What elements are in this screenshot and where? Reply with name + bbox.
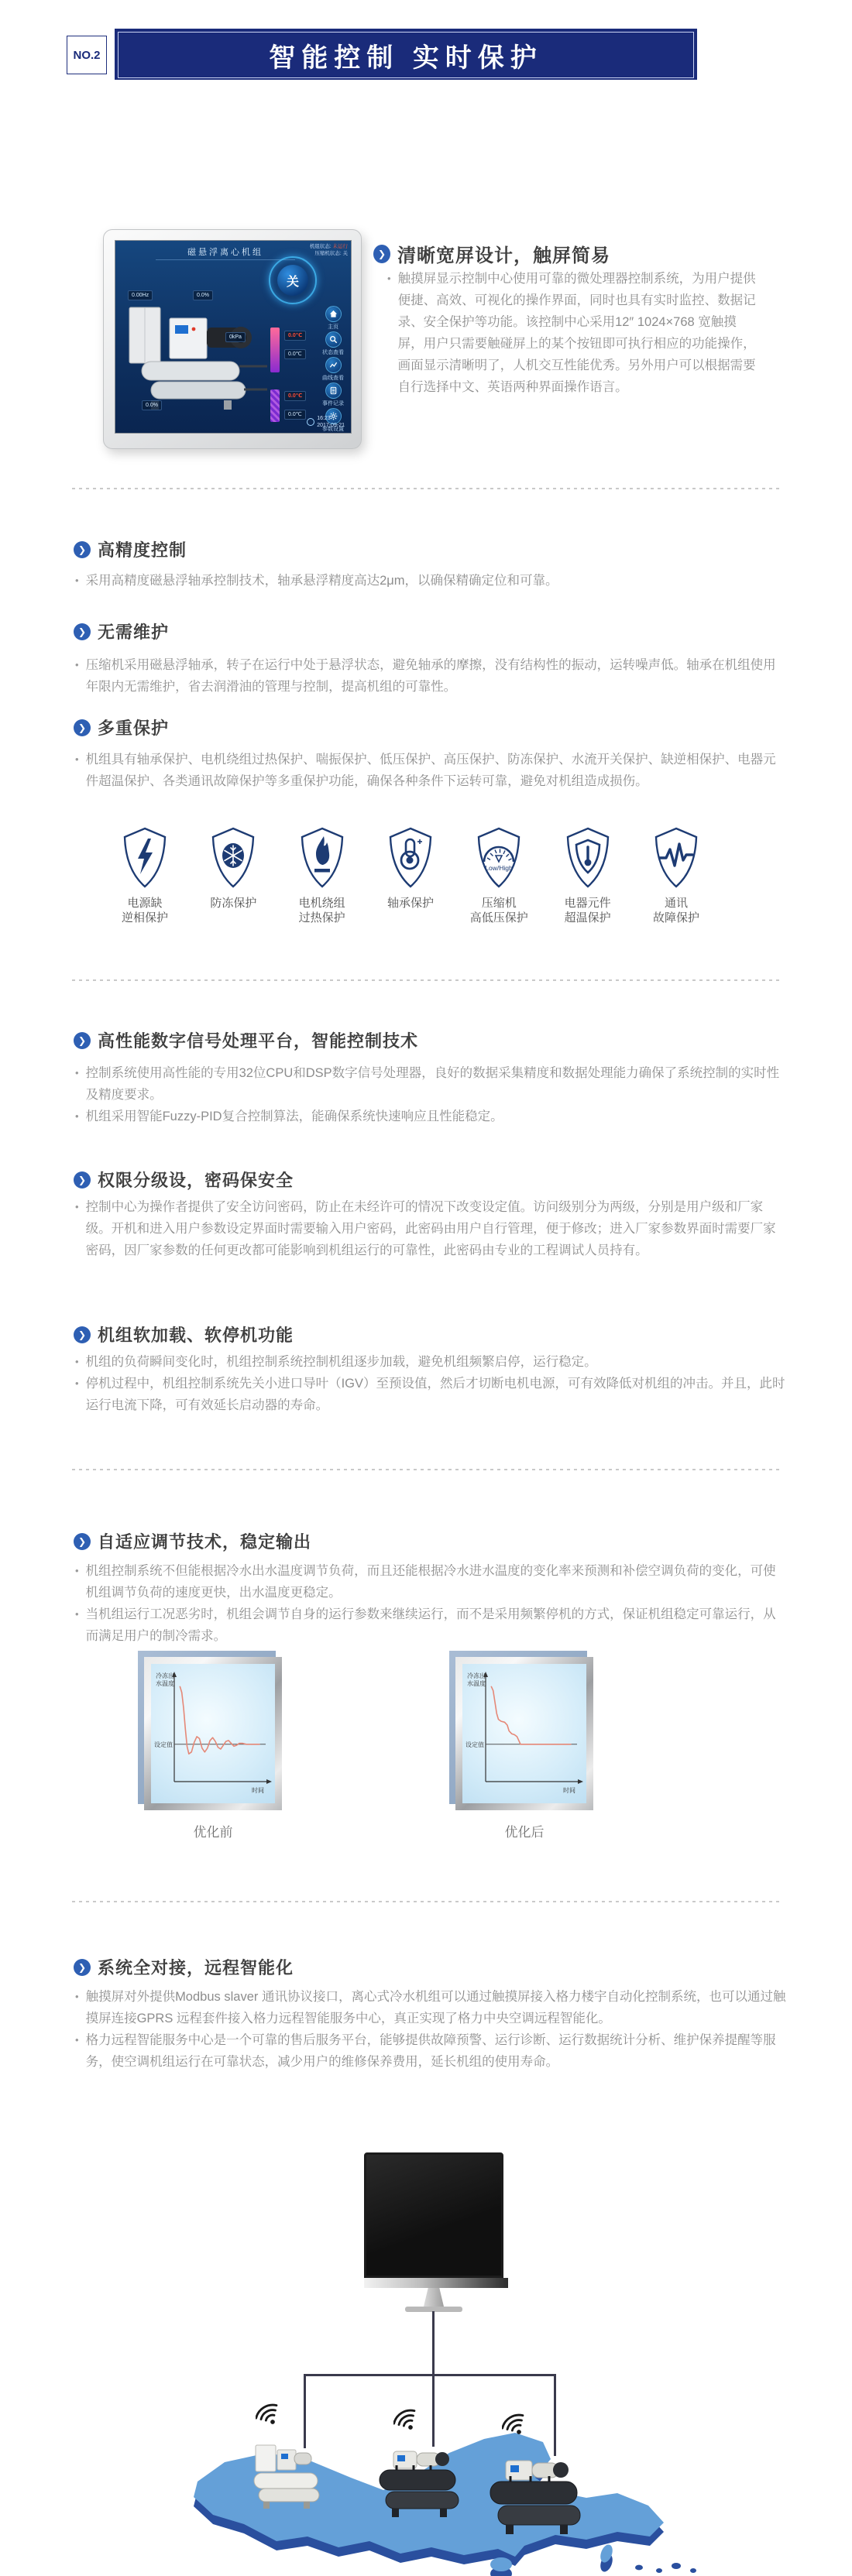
hmi-menu-curve-label: 曲线查看 bbox=[322, 376, 344, 381]
section-heading-dsp bbox=[74, 1028, 418, 1052]
chart-before-optimization bbox=[144, 1657, 282, 1810]
section-body-adaptive bbox=[75, 1560, 786, 1647]
page-number-label: NO.2 bbox=[73, 48, 101, 62]
magnifier-icon bbox=[325, 331, 342, 348]
chevron-circle-icon: ❯ bbox=[74, 1032, 91, 1049]
dashed-divider bbox=[72, 1469, 782, 1470]
svg-text:设定值: 设定值 bbox=[154, 1741, 173, 1748]
section-title: 高性能数字信号处理平台，智能控制技术 bbox=[98, 1031, 419, 1051]
section-title: 无需维护 bbox=[98, 623, 170, 642]
evaporator-column-graphic bbox=[270, 328, 280, 372]
page-title: 智能控制 实时保护 bbox=[269, 43, 543, 73]
shield-label-line: 故障保护 bbox=[652, 911, 699, 924]
bullet-dot: • bbox=[75, 1565, 79, 1576]
chevron-circle-icon: ❯ bbox=[74, 1326, 91, 1343]
chart-after-optimization bbox=[455, 1657, 593, 1810]
chart-metal-frame bbox=[455, 1657, 593, 1810]
shield-communication bbox=[636, 827, 716, 925]
network-line-bus bbox=[304, 2374, 556, 2376]
svg-text:冷冻出水温度: 冷冻出水温度 bbox=[156, 1672, 174, 1687]
shield-label-line: 电器元件 bbox=[564, 897, 611, 910]
line-chart-after bbox=[462, 1664, 586, 1803]
bullet-dot: • bbox=[75, 753, 79, 765]
chevron-circle-icon: ❯ bbox=[74, 623, 91, 640]
hmi-menu-home bbox=[317, 306, 349, 331]
chiller-dark-graphic bbox=[484, 2456, 586, 2547]
section-title: 高精度控制 bbox=[98, 540, 187, 560]
dashed-divider bbox=[72, 488, 782, 489]
shield-label-line: 逆相保护 bbox=[121, 911, 168, 924]
hmi-status-text bbox=[310, 243, 348, 257]
chevron-circle-icon: ❯ bbox=[74, 719, 91, 736]
bullet-dot: • bbox=[75, 1991, 79, 2002]
hmi-menu-curve bbox=[317, 357, 349, 382]
dashed-divider bbox=[72, 979, 782, 981]
bullet-dot: • bbox=[75, 1608, 79, 1620]
svg-text:时间: 时间 bbox=[252, 1787, 264, 1794]
section-title: 自适应调节技术，稳定输出 bbox=[98, 1532, 312, 1552]
chart-canvas bbox=[151, 1664, 275, 1803]
hmi-readout-load2: 0.0% bbox=[142, 400, 162, 410]
hmi-temp-1: 0.0℃ bbox=[284, 331, 306, 341]
event-log-icon bbox=[325, 382, 342, 399]
section-title: 系统全对接，远程智能化 bbox=[98, 1958, 294, 1977]
svg-text:设定值: 设定值 bbox=[466, 1741, 484, 1748]
shield-pressure bbox=[459, 827, 539, 925]
hmi-menu-events-label: 事件记录 bbox=[322, 401, 344, 406]
shield-label-line: 轴承保护 bbox=[386, 897, 434, 910]
bullet-dot: • bbox=[75, 1110, 79, 1122]
chiller-white-graphic bbox=[249, 2439, 327, 2513]
section-body-dsp bbox=[75, 1062, 786, 1127]
bullet-text: 格力远程智能服务中心是一个可靠的售后服务平台，能够提供故障预警、运行诊断、运行数据统计分析、维护保养提醒等服务，使空调机组运行在可靠状态，减少用户的维修保养费用，延长机组的使用寿命。 bbox=[85, 2033, 776, 2069]
chart-caption-after: 优化后 bbox=[504, 1825, 545, 1840]
hmi-clock bbox=[307, 415, 345, 429]
chart-canvas bbox=[462, 1664, 586, 1803]
hmi-readout-frequency: 0.00Hz bbox=[128, 290, 153, 300]
hmi-readout-pressure: 0kPa bbox=[225, 332, 246, 342]
bullet-text: 停机过程中，机组控制系统先关小进口导叶（IGV）至预设值，然后才切断电机电源，可有效降低对机组的冲击。并且，此时运行电流下降，可有效延长启动器的寿命。 bbox=[85, 1377, 785, 1412]
section-body-password bbox=[75, 1196, 786, 1261]
section-heading-password bbox=[74, 1168, 294, 1192]
power-icon: 关 bbox=[277, 265, 308, 296]
section-title: 多重保护 bbox=[98, 719, 170, 738]
monitor-bezel bbox=[364, 2278, 508, 2288]
shield-label-line: 压缩机 bbox=[481, 897, 517, 910]
hmi-readout-load: 0.0% bbox=[193, 290, 213, 300]
hmi-screen bbox=[115, 240, 352, 434]
shield-label-line: 电源缺 bbox=[127, 897, 163, 910]
monitor-graphic bbox=[364, 2152, 503, 2312]
section-body-remote bbox=[75, 1986, 786, 2073]
shield-component-overtemp bbox=[548, 827, 628, 925]
bullet-dot: • bbox=[75, 1377, 79, 1389]
bullet-text: 当机组运行工况恶劣时，机组会调节自身的运行参数来继续运行，而不是采用频繁停机的方式，保证机组稳定可靠运行，从而满足用户的制冷需求。 bbox=[85, 1607, 776, 1643]
hmi-menu-home-label: 主页 bbox=[328, 324, 338, 330]
line-chart-before bbox=[151, 1664, 275, 1803]
monitor-screen bbox=[364, 2152, 503, 2278]
dashed-divider bbox=[72, 1901, 782, 1902]
hmi-clock-date: 2017-09-21 bbox=[317, 423, 345, 428]
shield-winding-overheat bbox=[282, 827, 362, 925]
section-heading-softload bbox=[74, 1322, 294, 1346]
svg-text:冷冻出水温度: 冷冻出水温度 bbox=[467, 1672, 486, 1687]
svg-text:时间: 时间 bbox=[563, 1787, 575, 1794]
shield-label-line: 超温保护 bbox=[564, 911, 611, 924]
feature-bullet-text: 触摸屏显示控制中心使用可靠的微处理器控制系统，为用户提供便捷、高效、可视化的操作界面，同时也具有实时监控、数据记录、安全保护等功能。该控制中心采用12″ 1024×768 宽触摸屏，用户只需要触碰屏上的某个按钮即可执行相应的功能操作，画面显示清晰明了，人机交互性能优秀。另外用户可以根据需要自行选择中文、英语两种界面操作语言。 bbox=[397, 272, 756, 394]
bullet-text: 机组具有轴承保护、电机绕组过热保护、喘振保护、低压保护、高压保护、防冻保护、水流开关保护、缺逆相保护、电器元件超温保护、各类通讯故障保护等多重保护功能，确保各种条件下运转可靠，避免对机组造成损伤。 bbox=[85, 753, 776, 788]
shield-label-line: 高低压保护 bbox=[469, 911, 528, 924]
lightning-shield-icon bbox=[120, 827, 170, 889]
shield-label-line: 过热保护 bbox=[298, 911, 345, 924]
chiller-dark-graphic bbox=[373, 2447, 465, 2530]
hmi-temp-3: 0.0℃ bbox=[284, 391, 306, 401]
feature-title: 清晰宽屏设计，触屏简易 bbox=[397, 245, 610, 266]
hmi-power-button bbox=[269, 256, 317, 304]
wifi-icon bbox=[502, 2406, 536, 2441]
banner-inner-border bbox=[118, 32, 694, 78]
section-heading-adaptive bbox=[74, 1529, 311, 1553]
section-heading-remote bbox=[74, 1955, 294, 1979]
chevron-circle-icon: ❯ bbox=[74, 1171, 91, 1189]
section-heading-multi-protection bbox=[74, 715, 169, 739]
clock-icon bbox=[307, 418, 314, 426]
wifi-icon bbox=[256, 2396, 290, 2430]
chart-metal-frame bbox=[144, 1657, 282, 1810]
touchscreen-device bbox=[103, 229, 362, 449]
hmi-status-label-2: 压缩机状态: bbox=[314, 251, 342, 256]
shield-antifreeze bbox=[193, 827, 273, 925]
page-title-banner bbox=[115, 29, 697, 80]
bullet-text: 机组采用智能Fuzzy-PID复合控制算法，能确保系统快速响应且性能稳定。 bbox=[85, 1110, 503, 1123]
bullet-dot: • bbox=[75, 659, 79, 671]
shield-bearing bbox=[370, 827, 451, 925]
curve-chart-icon bbox=[325, 357, 342, 373]
bullet-text: 机组控制系统不但能根据冷水出水温度调节负荷，而且还能根据冷水进水温度的变化率来预测和补偿空调负荷的变化，可使机组调节负荷的速度更快，出水温度更稳定。 bbox=[85, 1564, 776, 1600]
bullet-text: 机组的负荷瞬间变化时，机组控制系统控制机组逐步加载，避免机组频繁启停，运行稳定。 bbox=[85, 1355, 597, 1369]
shield-label-line: 通讯 bbox=[664, 897, 688, 910]
hmi-menu-status-label: 状态查看 bbox=[322, 350, 344, 355]
bullet-text: 控制系统使用高性能的专用32位CPU和DSP数字信号处理器，良好的数据采集精度和数据处理能力确保了系统控制的实时性及精度要求。 bbox=[85, 1066, 780, 1102]
gauge-shield-icon bbox=[474, 827, 524, 889]
wifi-icon bbox=[393, 2402, 428, 2436]
hmi-temp-2: 0.0℃ bbox=[284, 349, 306, 359]
bullet-text: 压缩机采用磁悬浮轴承，转子在运行中处于悬浮状态，避免轴承的摩擦，没有结构性的振动，运转噪声低。轴承在机组使用年限内无需维护，省去润滑油的管理与控制，提高机组的可靠性。 bbox=[85, 658, 776, 694]
hmi-temp-4: 0.0℃ bbox=[284, 410, 306, 420]
section-body-softload bbox=[75, 1351, 786, 1416]
section-title: 权限分级设，密码保安全 bbox=[98, 1171, 294, 1190]
flame-shield-icon bbox=[297, 827, 347, 889]
pulse-shield-icon bbox=[651, 827, 701, 889]
hmi-screen-title: 磁悬浮离心机组 bbox=[156, 245, 295, 260]
feature-paragraph bbox=[387, 268, 758, 398]
section-body-maintenance-free bbox=[75, 654, 786, 698]
protection-shield-row bbox=[105, 827, 716, 925]
feature-heading bbox=[373, 240, 610, 267]
section-title: 机组软加载、软停机功能 bbox=[98, 1326, 294, 1345]
bearing-shield-icon bbox=[386, 827, 435, 889]
monitor-stand bbox=[424, 2288, 444, 2307]
section-body-multi-protection bbox=[75, 749, 786, 792]
condenser-column-graphic bbox=[270, 389, 280, 422]
bullet-text: 触摸屏对外提供Modbus slaver 通讯协议接口，离心式冷水机组可以通过触摸屏接入格力楼宇自动化控制系统，也可以通过触摸屏连接GPRS 远程套件接入格力远程智能服务中心，真正实现了格力中央空调远程智能化。 bbox=[85, 1990, 786, 2025]
bullet-dot: • bbox=[75, 1201, 79, 1213]
bullet-text: 控制中心为操作者提供了安全访问密码，防止在未经许可的情况下改变设定值。访问级别分为两级，分别是用户级和厂家级。开机和进入用户参数设定界面时需要输入用户密码，此密码由用户自行管理，便于修改；进入厂家参数界面时需要厂家密码，因厂家参数的任何更改都可能影响到机组运行的可靠性，此密码由专业的工程调试人员持有。 bbox=[85, 1200, 776, 1257]
chevron-circle-icon: ❯ bbox=[74, 1533, 91, 1550]
section-heading-maintenance-free bbox=[74, 619, 169, 643]
section-body-precision bbox=[75, 570, 786, 592]
bullet-dot: • bbox=[387, 273, 391, 284]
section-heading-precision bbox=[74, 537, 187, 561]
bullet-dot: • bbox=[75, 575, 79, 586]
thermometer-shield-icon bbox=[563, 827, 613, 889]
snowflake-shield-icon bbox=[208, 827, 258, 889]
shield-label-line: 电机绕组 bbox=[298, 897, 345, 910]
hmi-menu-events bbox=[317, 382, 349, 408]
bullet-dot: • bbox=[75, 2034, 79, 2046]
gauge-text: Low/High bbox=[485, 864, 514, 872]
hmi-status-label-1: 机组状态: bbox=[309, 244, 332, 249]
hmi-menu-settings-label: 参数设置 bbox=[322, 427, 344, 432]
hmi-status-value-2: 关 bbox=[342, 251, 348, 256]
shield-label-line: 防冻保护 bbox=[210, 897, 257, 910]
hmi-clock-time: 16:23 bbox=[317, 416, 331, 421]
chevron-circle-icon: ❯ bbox=[74, 541, 91, 558]
page-number-badge bbox=[67, 36, 107, 74]
bullet-dot: • bbox=[75, 1356, 79, 1367]
hmi-status-value-1: 未运行 bbox=[332, 244, 348, 249]
chevron-circle-icon: ❯ bbox=[373, 245, 390, 263]
bullet-text: 采用高精度磁悬浮轴承控制技术，轴承悬浮精度高达2μm，以确保精确定位和可靠。 bbox=[85, 574, 558, 588]
chart-caption-before: 优化前 bbox=[193, 1825, 233, 1840]
chevron-circle-icon: ❯ bbox=[74, 1959, 91, 1976]
shield-power-phase bbox=[105, 827, 185, 925]
home-icon bbox=[325, 306, 342, 322]
hmi-menu-status bbox=[317, 331, 349, 357]
bullet-dot: • bbox=[75, 1067, 79, 1079]
